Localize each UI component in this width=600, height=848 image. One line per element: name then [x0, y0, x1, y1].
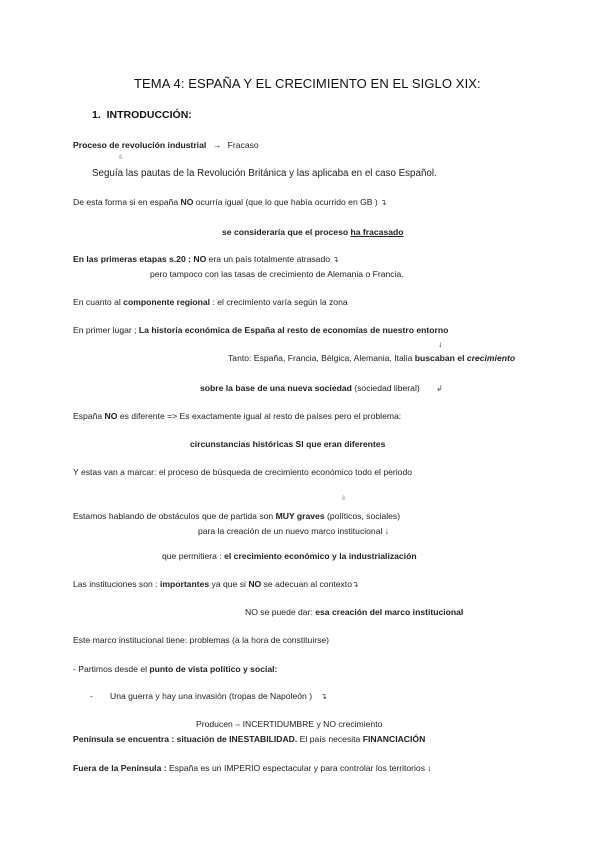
return-arrow-icon: ↴ [380, 198, 387, 207]
line-6: pero tampoco con las tasas de crecimiento de Alemania o Francia. [150, 269, 404, 279]
text-bold: FINANCIACIÓN [362, 734, 426, 744]
line-20 [73, 665, 277, 674]
line-1 [73, 141, 259, 150]
line-3 [73, 198, 387, 207]
text-bold: circunstancias históricas SI que eran diferentes [190, 439, 386, 449]
line-15 [198, 527, 389, 536]
text: Estamos hablando de obstáculos que de partida son [73, 511, 276, 521]
down-arrow-icon: ↓ [438, 339, 443, 349]
right-arrow-icon: ⇨ [235, 723, 241, 729]
line-13: Y estas van a marcar: el proceso de búsqueda de crecimiento económico todo el periodo [73, 467, 413, 477]
text: España [73, 411, 105, 421]
text: es diferente => Es exactamente igual al resto de países pero el problema: [117, 411, 402, 421]
text-bold: se consideraría que el proceso [222, 227, 351, 237]
text-bold-italic: crecimiento [466, 353, 516, 363]
text-bold: NO [104, 411, 118, 421]
text-bold: punto de vista político y social: [149, 664, 278, 674]
line-11 [73, 412, 401, 421]
text: El país necesita [297, 734, 363, 744]
down-arrow-icon: ⇩ [341, 496, 347, 502]
text: (sociedad liberal) [351, 383, 420, 393]
text: España es un IMPERIO espectacular y para controlar los territorios [166, 763, 426, 773]
text: Una guerra y hay una invasión (tropas de Napoleón ) [110, 691, 313, 701]
down-arrow-icon: ↓ [384, 526, 390, 536]
line-19: Este marco institucional tiene: problemas (a la hora de constituirse) [73, 635, 330, 645]
text-bold: Península se encuentra : situación de INESTABILIDAD. [73, 734, 298, 744]
line-8 [73, 326, 448, 335]
text-bold: En las primeras etapas s.20 : [73, 254, 191, 264]
text: que permitiera : [162, 551, 225, 561]
text: Las instituciones son : [73, 579, 160, 589]
text-bold: buscaban el [414, 353, 467, 363]
line-5 [73, 255, 339, 264]
line-2: Seguía las pautas de la Revolución Británica y las aplicaba en el caso Español. [92, 168, 437, 179]
section-number: 1. [92, 109, 101, 121]
down-arrow-icon: ↓ [427, 763, 432, 773]
text-bold: importantes [159, 579, 210, 589]
line-16 [162, 552, 417, 561]
text-bold: componente regional [123, 297, 211, 307]
line-23 [73, 735, 425, 744]
page-title: TEMA 4: ESPAÑA Y EL CRECIMIENTO EN EL SIGLO XIX: [134, 76, 481, 91]
section-title: INTRODUCCIÓN: [106, 109, 192, 121]
text: : el crecimiento varía según la zona [210, 297, 348, 307]
line-7 [73, 298, 348, 307]
text-bold-underlined: ha fracasado [350, 227, 404, 237]
line-18 [245, 608, 463, 617]
text-bold: Fuera de la Península : [73, 763, 167, 773]
text: Tanto: España, Francia, Bélgica, Alemania, Italia [228, 353, 415, 363]
arrow-icon: → [212, 140, 222, 150]
text-bold: MUY graves [275, 511, 325, 521]
return-arrow-icon: ↴ [332, 255, 340, 264]
line-9 [228, 354, 515, 363]
text: INCERTIDUMBRE y NO crecimiento [240, 719, 383, 729]
text: para la creación de un nuevo marco institucional [198, 526, 383, 536]
text-bold: sobre la base de una nueva sociedad [200, 383, 352, 393]
return-arrow-icon: ↴ [320, 692, 328, 701]
line-21 [90, 692, 327, 701]
text: Producen [196, 719, 233, 729]
line-12 [190, 440, 385, 449]
text: - Partimos desde el [73, 664, 150, 674]
list-bullet: - [90, 691, 93, 701]
section-heading [92, 110, 192, 121]
text: En cuanto al [73, 297, 124, 307]
text: se adecuan al contexto [261, 579, 352, 589]
text: De esta forma si en españa [73, 197, 181, 207]
line-14 [73, 512, 400, 521]
text-bold: Proceso de revolución industrial [73, 140, 207, 150]
line-22 [196, 720, 382, 729]
text: ya que si [209, 579, 249, 589]
text: era un país totalmente atrasado [206, 254, 331, 264]
return-arrow-icon: ↲ [436, 384, 443, 393]
text-bold: La historia económica de España al resto de economías de nuestro entorno [138, 325, 449, 335]
text-bold: NO [193, 254, 207, 264]
text: En primer lugar ; [73, 325, 139, 335]
text-bold: NO [180, 197, 194, 207]
text: NO se puede dar: [245, 607, 316, 617]
text-bold: NO [248, 579, 262, 589]
text-bold: esa creación del marco institucional [315, 607, 464, 617]
line-17 [73, 580, 359, 589]
line-4 [222, 228, 404, 237]
return-arrow-icon: ↴ [351, 580, 359, 589]
line-24 [73, 764, 432, 773]
text: (políticos, sociales) [324, 511, 401, 521]
text-bold: el crecimiento económico y la industrialización [224, 551, 417, 561]
text: ocurría igual (que lo que había ocurrido en GB ) [193, 197, 378, 207]
line-10 [200, 384, 443, 393]
down-arrow-icon: ⇩ [118, 155, 124, 161]
text: Fracaso [227, 140, 259, 150]
